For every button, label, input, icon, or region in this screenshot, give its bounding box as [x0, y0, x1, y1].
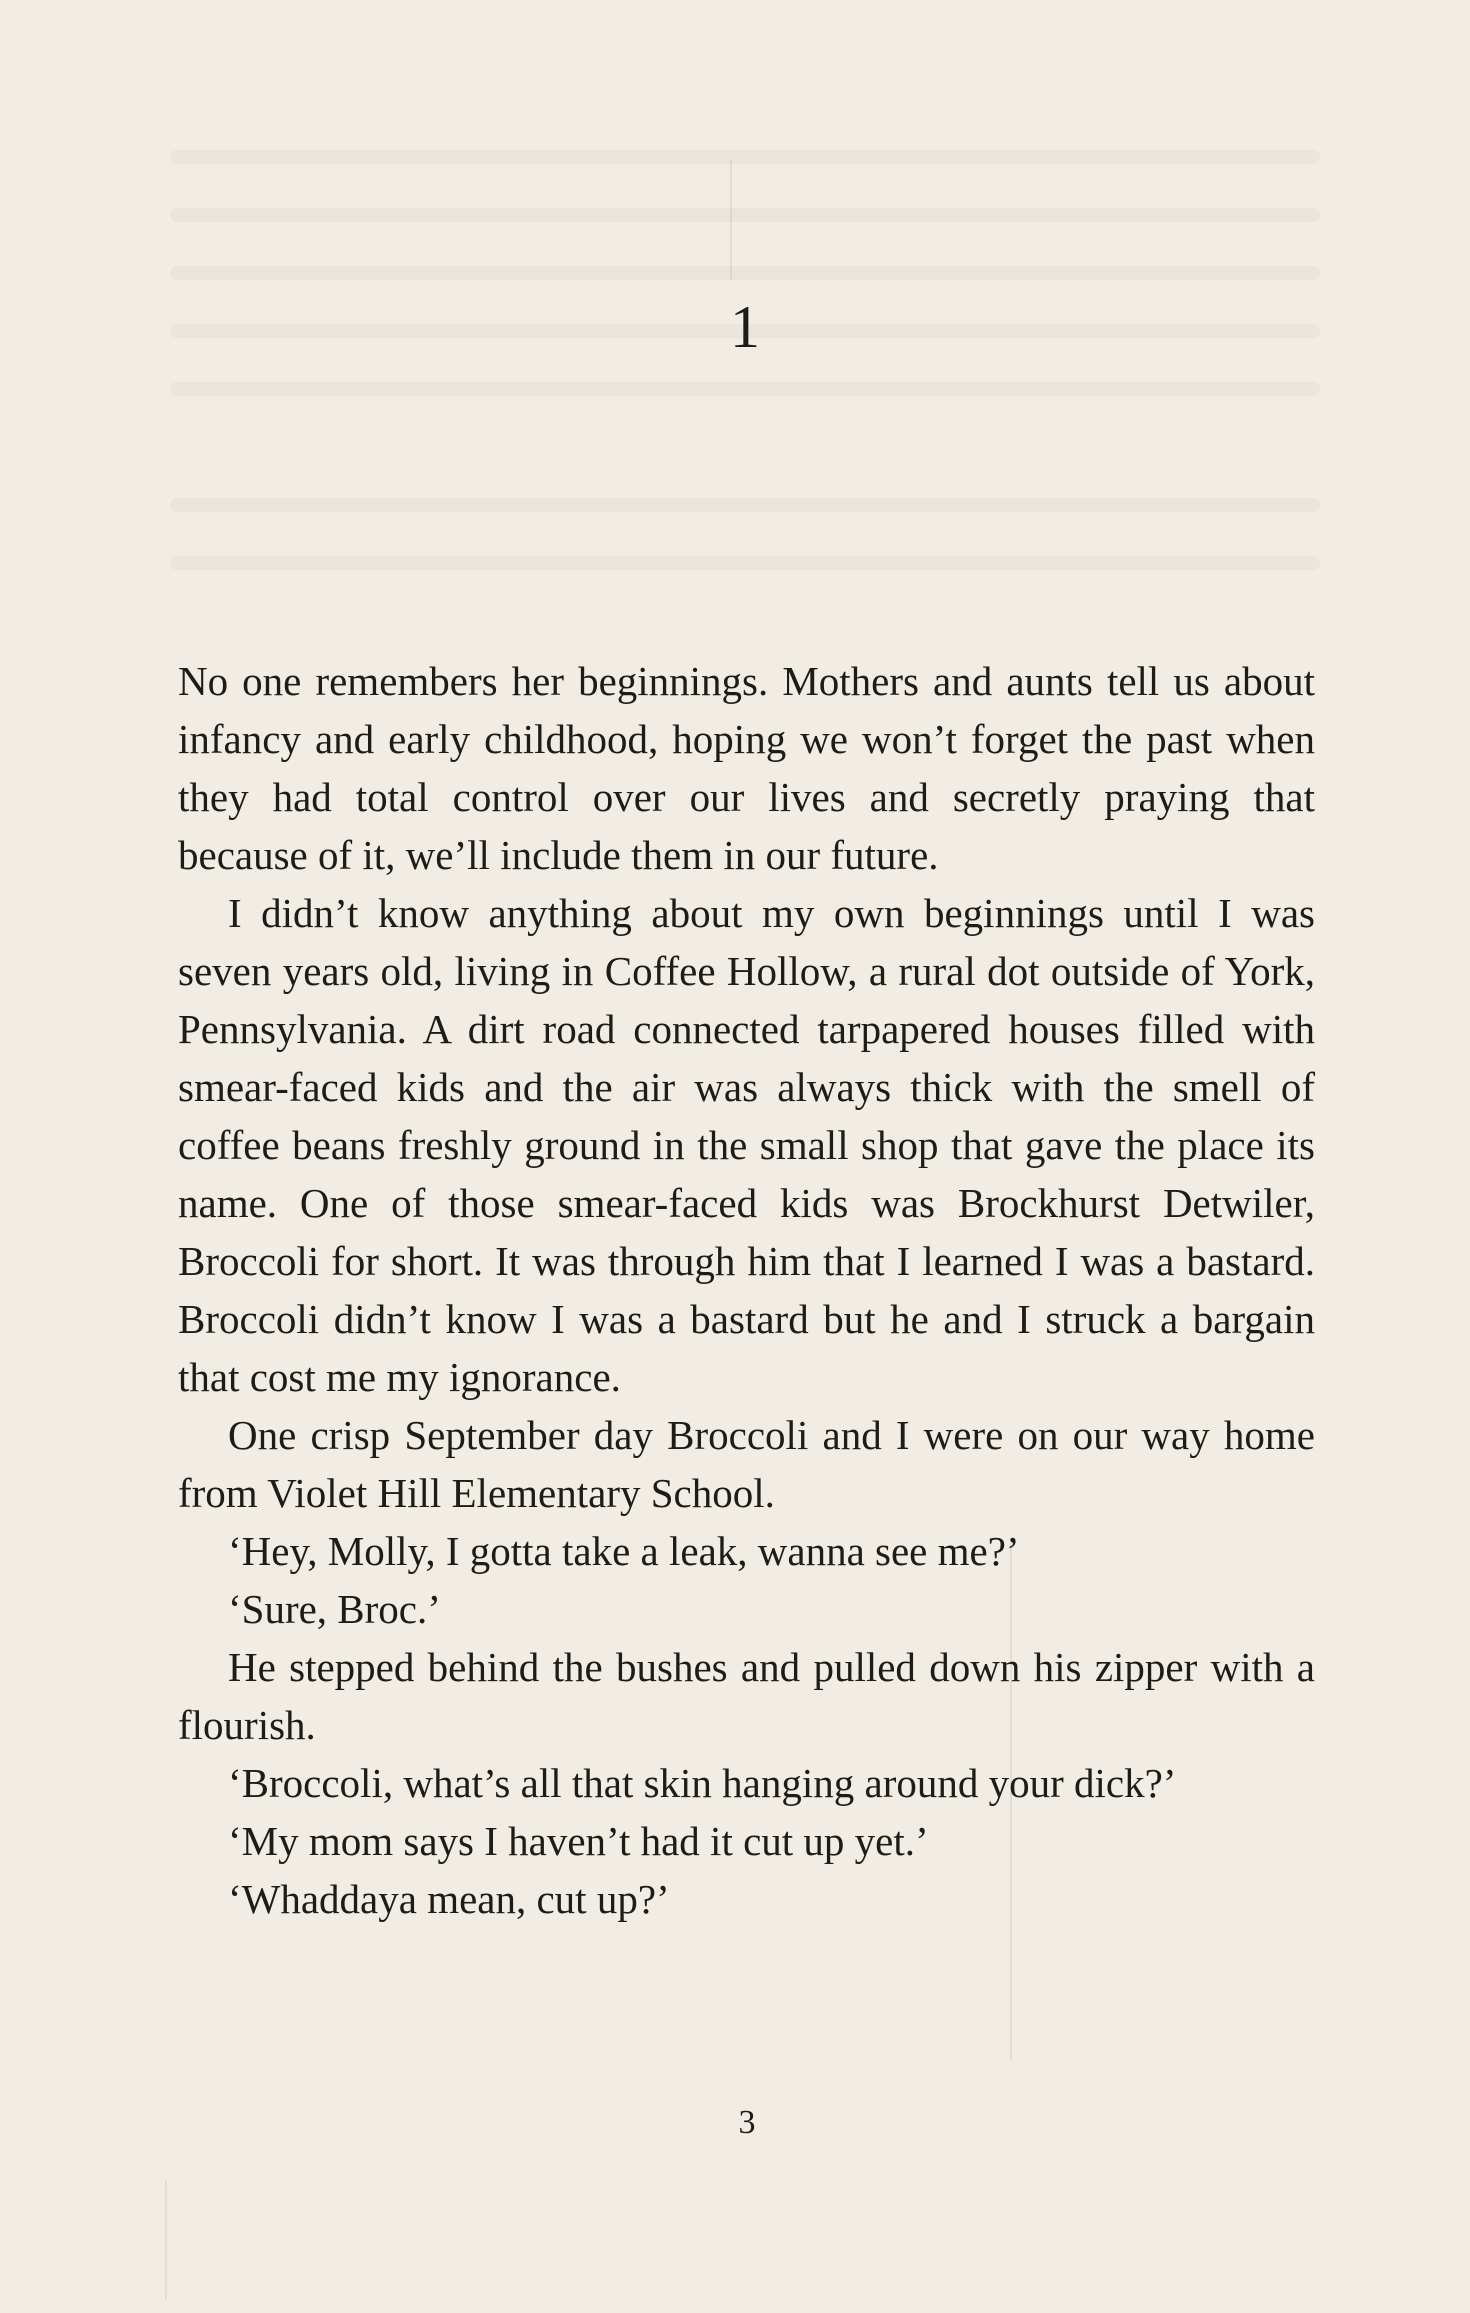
show-through — [170, 382, 1320, 396]
paragraph: I didn’t know anything about my own beginnings until I was seven years old, living in Coffee Hollow, a rural dot outside of York, Pennsylvania. A dirt road connected tarpapered houses filled with smear-faced kids and the air was always thick with the smell of coffee beans freshly ground in the small shop that gave the place its name. One of those smear-faced kids was Brockhurst Detwiler, Broccoli for short. It was through him that I learned I was a bastard. Broccoli didn’t know I was a bastard but he and I struck a bargain that cost me my ignorance. — [178, 890, 1315, 1400]
paragraph: One crisp September day Broccoli and I were on our way home from Violet Hill Elementary School. — [178, 1412, 1315, 1516]
show-through — [170, 208, 1320, 222]
dialogue-line: ‘Hey, Molly, I gotta take a leak, wanna see me?’ — [228, 1528, 1020, 1574]
show-through — [170, 266, 1320, 280]
dialogue-line: ‘My mom says I haven’t had it cut up yet.’ — [228, 1818, 929, 1864]
show-through — [170, 150, 1320, 164]
paper-crease — [165, 2180, 167, 2300]
dialogue-line: ‘Whaddaya mean, cut up?’ — [228, 1876, 670, 1922]
paragraph: He stepped behind the bushes and pulled down his zipper with a flourish. — [178, 1644, 1315, 1748]
show-through — [170, 498, 1320, 512]
paragraph: No one remembers her beginnings. Mothers and aunts tell us about infancy and early childhood, hoping we won’t forget the past when they had total control over our lives and secretly praying that because of it, we’ll include them in our future. — [178, 658, 1315, 878]
paper-crease — [730, 160, 732, 280]
page-number: 3 — [738, 2104, 756, 2141]
dialogue-line: ‘Sure, Broc.’ — [228, 1586, 441, 1632]
chapter-body — [178, 652, 1315, 1928]
show-through — [170, 556, 1320, 570]
dialogue-line: ‘Broccoli, what’s all that skin hanging around your dick?’ — [228, 1760, 1177, 1806]
chapter-number: 1 — [730, 294, 760, 360]
